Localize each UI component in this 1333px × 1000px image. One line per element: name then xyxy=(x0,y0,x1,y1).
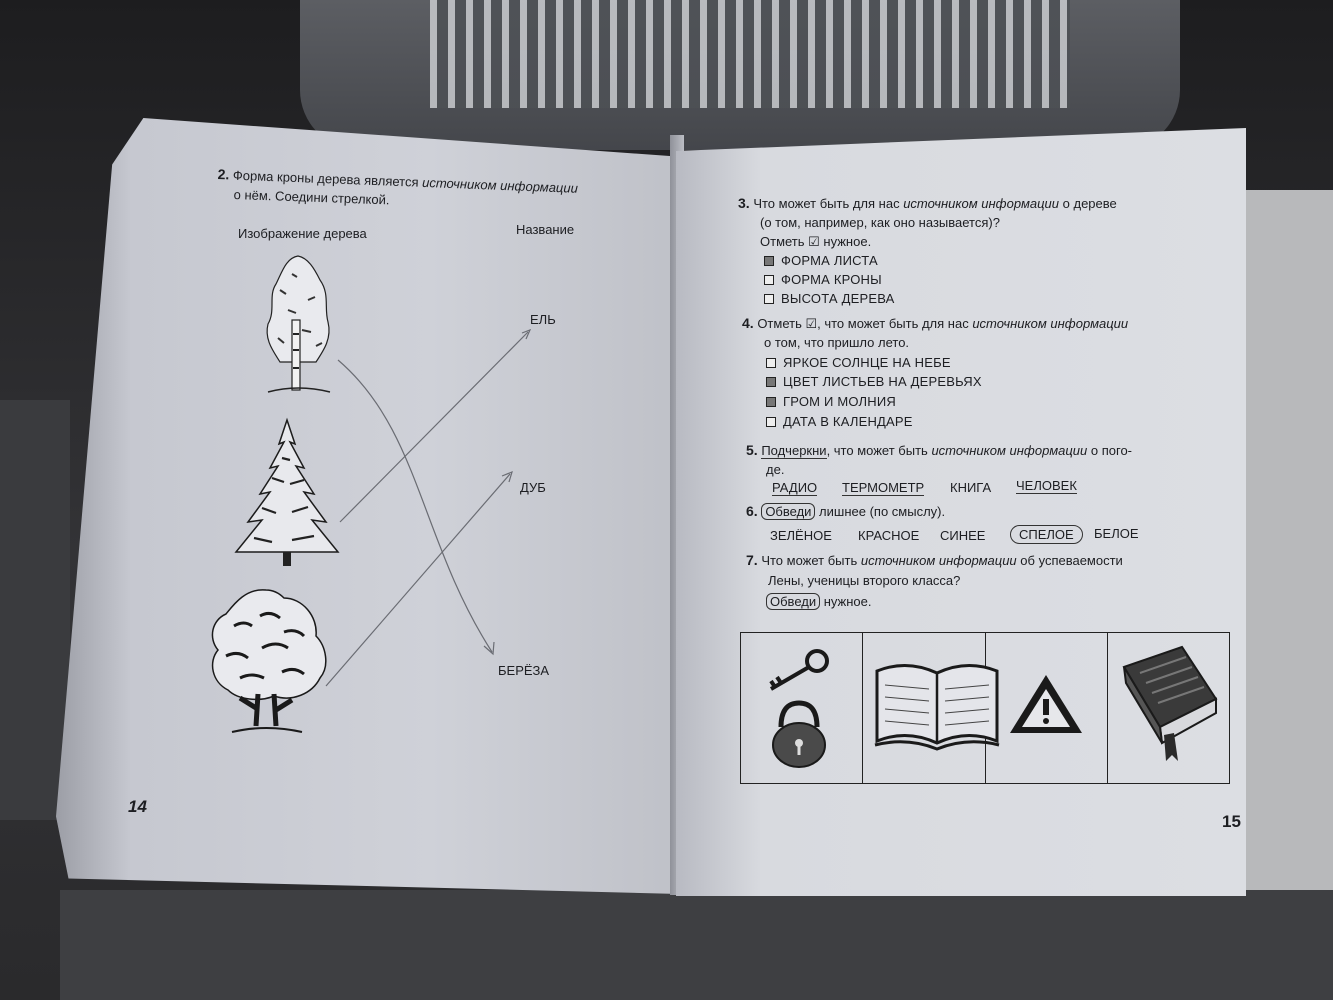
checkbox-empty[interactable] xyxy=(766,358,776,368)
task6-word-green[interactable]: ЗЕЛЁНОЕ xyxy=(770,528,832,543)
tree-name-spruce: ЕЛЬ xyxy=(530,312,556,327)
task4-option-2[interactable] xyxy=(766,374,982,389)
task4-option-3[interactable] xyxy=(766,394,896,409)
task4-number: 4. xyxy=(742,315,754,331)
task5-text-c: о пого- xyxy=(1090,443,1133,458)
task6-verb: Обведи xyxy=(761,503,815,520)
task4-option-1[interactable] xyxy=(766,355,951,370)
task4-line2: о том, что пришло лето. xyxy=(764,335,910,350)
task7-text-c: об успеваемости xyxy=(1020,553,1123,568)
task2-text: Форма кроны дерева является xyxy=(232,167,419,190)
task7-verb: Обведи xyxy=(766,593,820,610)
picture-cell-book[interactable] xyxy=(1108,633,1229,783)
task3-line1 xyxy=(738,195,1117,212)
task7-emphasis: источником информации xyxy=(860,553,1017,568)
task5-word-book[interactable]: КНИГА xyxy=(950,480,992,495)
checkbox-empty[interactable] xyxy=(766,417,776,427)
task5-number: 5. xyxy=(746,442,758,458)
option-label: ЦВЕТ ЛИСТЬЕВ НА ДЕРЕВЬЯХ xyxy=(783,374,982,389)
task3-option-1[interactable] xyxy=(764,253,878,268)
tree-name-birch: БЕРЁЗА xyxy=(498,663,550,678)
arrow-spruce-to-el xyxy=(340,332,528,522)
picture-cell-key-lock[interactable] xyxy=(741,633,863,783)
task3-line3: Отметь ☑ нужное. xyxy=(760,234,872,249)
key-and-padlock-icon xyxy=(759,641,839,773)
task3-emphasis: источником информации xyxy=(903,196,1060,211)
task5-word-person[interactable]: ЧЕЛОВЕК xyxy=(1016,478,1077,493)
picture-cell-gradebook[interactable] xyxy=(863,633,985,783)
task6-word-ripe[interactable]: СПЕЛОЕ xyxy=(1010,525,1083,544)
task6-word-blue[interactable]: СИНЕЕ xyxy=(940,528,986,543)
task4-emphasis: источником информации xyxy=(972,316,1129,331)
task5-emphasis: источником информации xyxy=(931,443,1088,458)
task7-line1 xyxy=(746,552,1123,569)
arrow-oak-to-dub xyxy=(326,474,510,686)
task5-text-a: , что может быть xyxy=(826,443,928,458)
task5-word-thermometer[interactable]: ТЕРМОМЕТР xyxy=(842,480,925,495)
task2-emphasis: источником информации xyxy=(421,174,579,196)
tree-name-oak: ДУБ xyxy=(520,480,546,495)
checkbox-checked[interactable] xyxy=(766,397,776,407)
task4-option-4[interactable] xyxy=(766,414,913,429)
task6-line1 xyxy=(746,503,945,520)
name-column-header: Название xyxy=(516,222,575,237)
task5-line2: де. xyxy=(766,462,785,477)
image-column-header: Изображение дерева xyxy=(238,226,367,241)
arrow-birch-to-beryoza xyxy=(338,360,492,652)
option-label: ВЫСОТА ДЕРЕВА xyxy=(781,291,895,306)
task7-text: нужное. xyxy=(823,594,872,609)
task4-text-a: Отметь ☑, что может быть для нас xyxy=(757,316,969,331)
task4-line1 xyxy=(742,315,1128,332)
task3-text-c: о дереве xyxy=(1062,196,1117,211)
option-label: ГРОМ И МОЛНИЯ xyxy=(783,394,896,409)
option-label: ЯРКОЕ СОЛНЦЕ НА НЕБЕ xyxy=(783,355,951,370)
option-label: ФОРМА ЛИСТА xyxy=(781,253,878,268)
task3-number: 3. xyxy=(738,195,750,211)
task7-picture-table xyxy=(740,632,1230,784)
option-label: ФОРМА КРОНЫ xyxy=(781,272,882,287)
task5-word-radio[interactable]: РАДИО xyxy=(772,480,818,495)
task3-line2: (о том, например, как оно называется)? xyxy=(760,215,1000,230)
task2-line2: о нём. Соедини стрелкой. xyxy=(233,186,390,208)
right-page-number: 15 xyxy=(1222,812,1241,831)
task6-text: лишнее (по смыслу). xyxy=(819,504,946,519)
task3-option-3[interactable] xyxy=(764,291,895,306)
checkbox-checked[interactable] xyxy=(764,256,774,266)
task7-text-a: Что может быть xyxy=(761,553,858,568)
task7-line2: Лены, ученицы второго класса? xyxy=(768,573,961,588)
task3-text-a: Что может быть для нас xyxy=(753,196,900,211)
task7-number: 7. xyxy=(746,552,758,568)
task5-line1 xyxy=(746,442,1132,459)
option-label: ДАТА В КАЛЕНДАРЕ xyxy=(783,414,913,429)
warning-sign-icon xyxy=(1008,673,1084,737)
open-gradebook-icon xyxy=(871,655,1003,759)
checkbox-empty[interactable] xyxy=(764,275,774,285)
checkbox-empty[interactable] xyxy=(764,294,774,304)
task5-verb: Подчеркни xyxy=(761,443,827,458)
task7-line3 xyxy=(766,593,872,610)
task6-word-red[interactable]: КРАСНОЕ xyxy=(858,528,920,543)
left-page-number: 14 xyxy=(128,797,147,816)
task6-number: 6. xyxy=(746,503,758,519)
task3-option-2[interactable] xyxy=(764,272,882,287)
picture-cell-warning[interactable] xyxy=(986,633,1108,783)
checkbox-checked[interactable] xyxy=(766,377,776,387)
task6-word-white[interactable]: БЕЛОЕ xyxy=(1094,526,1139,541)
closed-book-icon xyxy=(1120,643,1220,773)
task2-number: 2. xyxy=(217,166,230,183)
